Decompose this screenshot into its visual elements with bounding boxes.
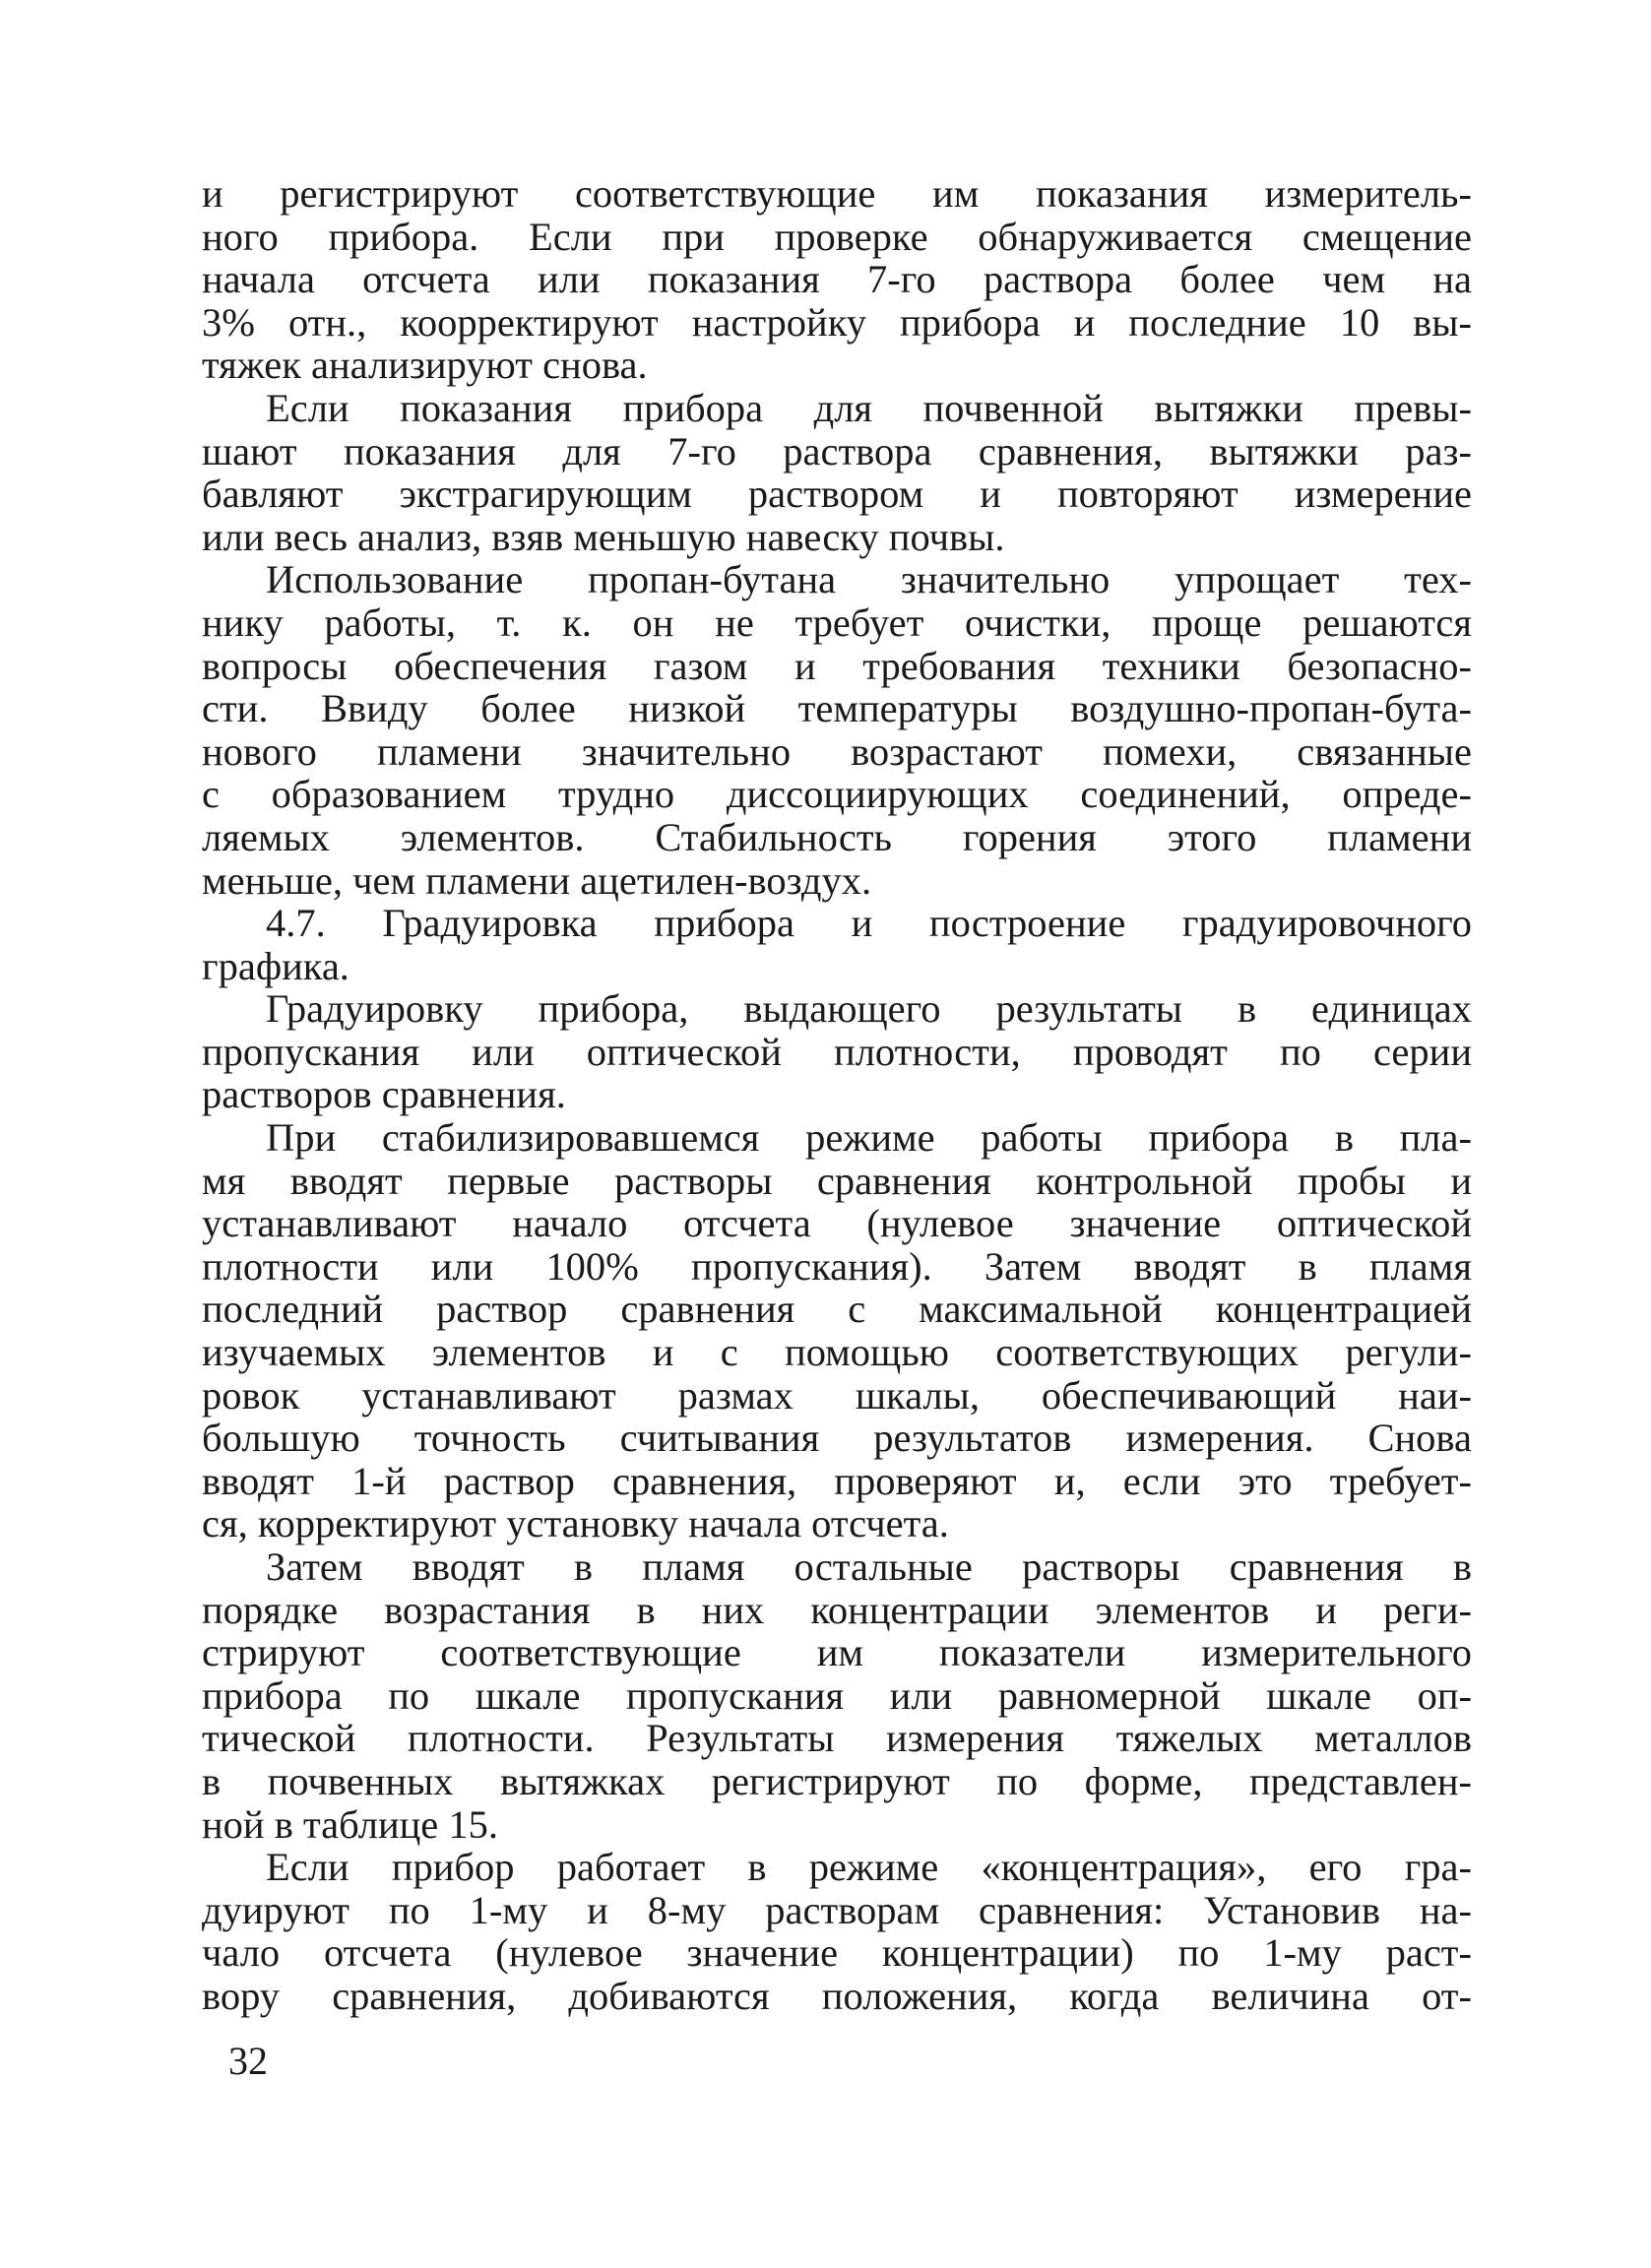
paragraph-3-line-1: Использование пропан-бутана значительно упрощает тех- (266, 557, 1472, 602)
paragraph-3-line-2: нику работы, т. к. он не требует очистки, проще решаются (202, 599, 1472, 645)
paragraph-3-line-6: с образованием трудно диссоциирующих соединений, опреде- (202, 772, 1472, 817)
paragraph-8-line-1: Если прибор работает в режиме «концентрация», его гра- (266, 1845, 1472, 1890)
paragraph-6-line-9: вводят 1-й раствор сравнения, проверяют и, если это требует- (202, 1458, 1472, 1503)
paragraph-7-line-3: стрируют соответствующие им показатели измерительного (202, 1630, 1472, 1675)
paragraph-3-line-5: нового пламени значительно возрастают помехи, связанные (202, 728, 1472, 774)
paragraph-6-line-2: мя вводят первые растворы сравнения контрольной пробы и (202, 1158, 1472, 1203)
paragraph-8-line-4: вору сравнения, добиваются положения, когда величина от- (202, 1973, 1472, 2018)
page-number: 32 (228, 2039, 268, 2083)
body-text (202, 172, 1472, 2018)
paragraph-3-line-4: сти. Ввиду более низкой температуры воздушно-пропан-бута- (202, 686, 1472, 731)
paragraph-6-line-1: При стабилизировавшемся режиме работы прибора в пла- (266, 1115, 1472, 1161)
paragraph-8-line-2: дуируют по 1-му и 8-му растворам сравнения: Установив на- (202, 1887, 1472, 1932)
paragraph-1-line-4: 3% отн., коорректируют настройку прибора и последние 10 вы- (202, 299, 1472, 345)
paragraph-6-line-10: ся, корректируют установку начала отсчета. (202, 1501, 949, 1546)
paragraph-2-line-2: шают показания для 7-го раствора сравнения, вытяжки раз- (202, 428, 1472, 473)
paragraph-5-line-1: Градуировку прибора, выдающего результаты в единицах (266, 986, 1472, 1032)
paragraph-6-line-8: большую точность считывания результатов измерения. Снова (202, 1416, 1472, 1461)
paragraph-6-line-5: последний раствор сравнения с максимальной концентрацией (202, 1287, 1472, 1332)
paragraph-2-line-3: бавляют экстрагирующим раствором и повторяют измерение (202, 472, 1472, 517)
paragraph-6-line-3: устанавливают начало отсчета (нулевое значение оптической (202, 1201, 1472, 1246)
paragraph-5-line-2: пропускания или оптической плотности, проводят по серии (202, 1029, 1472, 1074)
paragraph-1-line-2: ного прибора. Если при проверке обнаруживается смещение (202, 214, 1472, 259)
paragraph-3-line-8: меньше, чем пламени ацетилен-воздух. (202, 857, 872, 903)
paragraph-4-line-2: графика. (202, 943, 349, 988)
paragraph-7-line-6: в почвенных вытяжках регистрируют по форме, представлен- (202, 1758, 1472, 1803)
paragraph-2-line-1: Если показания прибора для почвенной вытяжки превы- (266, 385, 1472, 430)
paragraph-7-line-1: Затем вводят в пламя остальные растворы сравнения в (266, 1544, 1472, 1589)
paragraph-7-line-7: ной в таблице 15. (202, 1801, 499, 1847)
paragraph-1-line-5: тяжек анализируют снова. (202, 343, 648, 388)
paragraph-6-line-7: ровок устанавливают размах шкалы, обеспечивающий наи- (202, 1372, 1472, 1418)
paragraph-2-line-4: или весь анализ, взяв меньшую навеску почвы. (202, 514, 1005, 559)
paragraph-7-line-2: порядке возрастания в них концентрации элементов и реги- (202, 1587, 1472, 1632)
paragraph-1-line-3: начала отсчета или показания 7-го раствора более чем на (202, 257, 1472, 302)
paragraph-3-line-3: вопросы обеспечения газом и требования техники безопасно- (202, 643, 1472, 688)
paragraph-5-line-3: растворов сравнения. (202, 1072, 566, 1117)
paragraph-1-line-1: и регистрируют соответствующие им показания измеритель- (202, 171, 1472, 216)
paragraph-7-line-4: прибора по шкале пропускания или равномерной шкале оп- (202, 1672, 1472, 1718)
paragraph-6-line-6: изучаемых элементов и с помощью соответствующих регули- (202, 1330, 1472, 1375)
paragraph-6-line-4: плотности или 100% пропускания). Затем вводят в пламя (202, 1243, 1472, 1289)
paragraph-4-line-1: 4.7. Градуировка прибора и построение градуировочного (266, 901, 1472, 946)
paragraph-8-line-3: чало отсчета (нулевое значение концентрации) по 1-му раст- (202, 1930, 1472, 1976)
paragraph-7-line-5: тической плотности. Результаты измерения тяжелых металлов (202, 1716, 1472, 1761)
paragraph-3-line-7: ляемых элементов. Стабильность горения этого пламени (202, 814, 1472, 859)
